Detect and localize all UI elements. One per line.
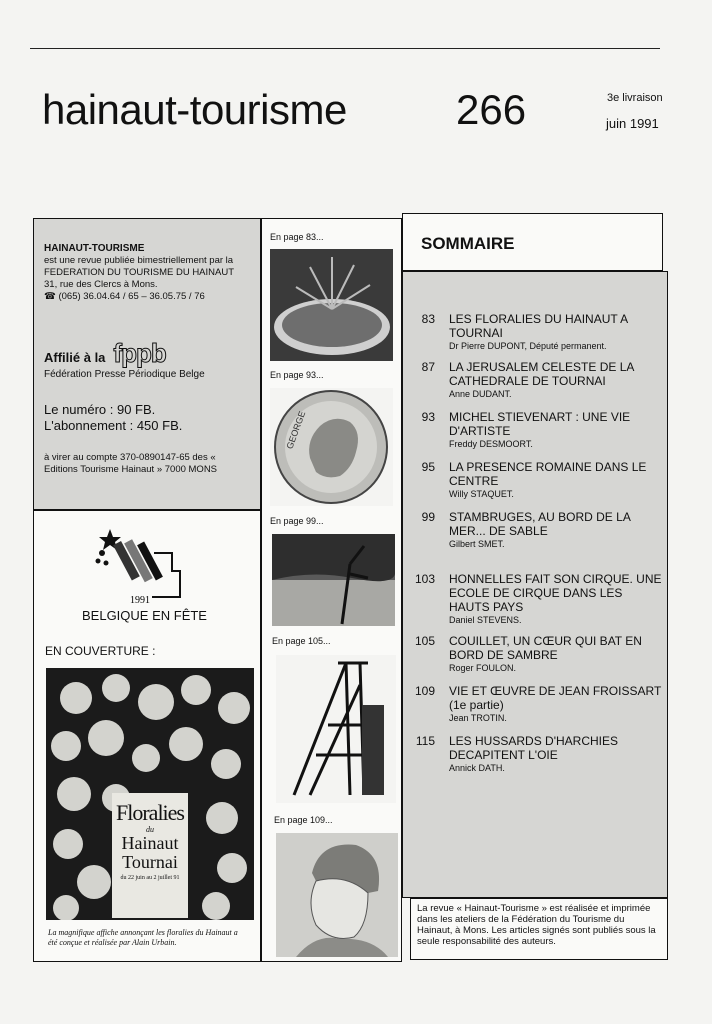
magazine-title: hainaut-tourisme [42,86,347,133]
toc-title: LA JERUSALEM CELESTE DE LA CATHEDRALE DE TOURNAI [449,360,634,388]
photo-portrait-drawing [276,833,398,957]
toc-title-block [449,410,664,450]
photo-flower-planter [270,249,393,361]
fppb-logo: fppb [113,338,166,368]
toc-title-block [449,684,664,724]
toc-page: 99 [421,510,435,524]
photo-landscape [272,534,395,626]
price-subscription: L'abonnement : 450 FB. [44,418,183,433]
toc-title-block [449,572,664,626]
toc-author: Jean TROTIN. [449,713,507,723]
affiliation [44,338,250,368]
toc-page: 87 [421,360,435,374]
toc-author: Freddy DESMOORT. [449,439,533,449]
org-address: 31, rue des Clercs à Mons. [44,279,158,290]
toc-author: Willy STAQUET. [449,489,514,499]
toc-page: 115 [415,734,435,748]
toc-page: 93 [421,410,435,424]
toc-title-block [449,634,664,674]
toc-title-block [449,510,664,550]
poster-line-floralies: Floralies [116,800,184,825]
toc-page: 109 [414,684,435,698]
toc-author: Daniel STEVENS. [449,615,522,625]
poster-line-tournai: Tournai [122,852,178,872]
org-name: HAINAUT-TOURISME [44,243,145,254]
toc-title-block [449,312,664,352]
toc-title: MICHEL STIEVENART : UNE VIE D'ARTISTE [449,410,631,438]
poster-title-panel [112,793,188,918]
toc-title-block [449,734,664,774]
sommaire-header [402,213,663,271]
toc-page: 105 [414,634,435,648]
issue-number: 266 [456,86,527,133]
toc-page: 95 [421,460,435,474]
photo-medal [270,388,393,506]
toc-page: 103 [414,572,435,586]
price-number: Le numéro : 90 FB. [44,402,156,417]
photo-mine-headframe [276,655,396,803]
toc-title-block [449,360,664,400]
issue-date: juin 1991 [606,116,659,131]
publisher-note-text: La revue « Hainaut-Tourisme » est réalisée et imprimée dans les ateliers de la Fédération du Tourisme du Hainaut, à Mons. Les articles signés sont publiés sous la seule responsabilité des auteurs. [417,903,656,947]
en-couverture-label: EN COUVERTURE : [45,644,156,658]
affiliation-label: Affilié à la [44,350,106,365]
publisher-info-box [33,218,261,510]
toc-author: Annick DATH. [449,763,505,773]
publisher-note [410,898,668,960]
top-rule [30,48,660,49]
toc-author: Gilbert SMET. [449,539,505,549]
poster-line-hainaut: Hainaut [121,833,179,853]
poster-line-du: du [146,825,154,834]
toc-title: HONNELLES FAIT SON CIRQUE. UNE ECOLE DE CIRQUE DANS LES HAUTS PAYS [449,572,662,614]
sommaire-list [402,271,668,898]
photo-label-93: En page 93... [270,370,324,380]
toc-title: STAMBRUGES, AU BORD DE LA MER... DE SABLE [449,510,631,538]
toc-title: VIE ET ŒUVRE DE JEAN FROISSART (1e partie) [449,684,662,712]
poster-dates: du 22 juin au 2 juillet 91 [120,875,180,881]
org-phone: ☎ (065) 36.04.64 / 65 – 36.05.75 / 76 [44,291,205,302]
livraison-label: 3e livraison [607,92,663,104]
toc-title: COUILLET, UN CŒUR QUI BAT EN BORD DE SAMBRE [449,634,642,662]
toc-title-block [449,460,664,500]
toc-title: LA PRESENCE ROMAINE DANS LE CENTRE [449,460,647,488]
photo-label-83: En page 83... [270,232,324,242]
logo-year: 1991 [130,595,150,605]
photo-label-109: En page 109... [274,815,333,825]
photo-label-105: En page 105... [272,636,331,646]
photo-label-99: En page 99... [270,516,324,526]
toc-page: 83 [421,312,435,326]
belgique-en-fete-logo [92,523,184,605]
toc-title: LES FLORALIES DU HAINAUT A TOURNAI [449,312,628,340]
toc-author: Dr Pierre DUPONT, Député permanent. [449,341,607,351]
medal-inscription: GEORGE [284,409,308,451]
org-description: est une revue publiée bimestriellement par la FEDERATION DU TOURISME DU HAINAUT [44,255,235,278]
belgique-en-fete-label: BELGIQUE EN FÊTE [82,608,207,623]
bank-account: à virer au compte 370-0890147-65 des « Editions Tourisme Hainaut » 7000 MONS [44,452,218,475]
toc-author: Anne DUDANT. [449,389,512,399]
sommaire-heading: SOMMAIRE [421,234,515,253]
toc-title: LES HUSSARDS D'HARCHIES DECAPITENT L'OIE [449,734,618,762]
cover-caption: La magnifique affiche annonçant les floralies du Hainaut a été conçue et réalisée par Alain Urbain. [48,928,238,947]
toc-author: Roger FOULON. [449,663,517,673]
federation-name: Fédération Presse Périodique Belge [44,369,205,380]
